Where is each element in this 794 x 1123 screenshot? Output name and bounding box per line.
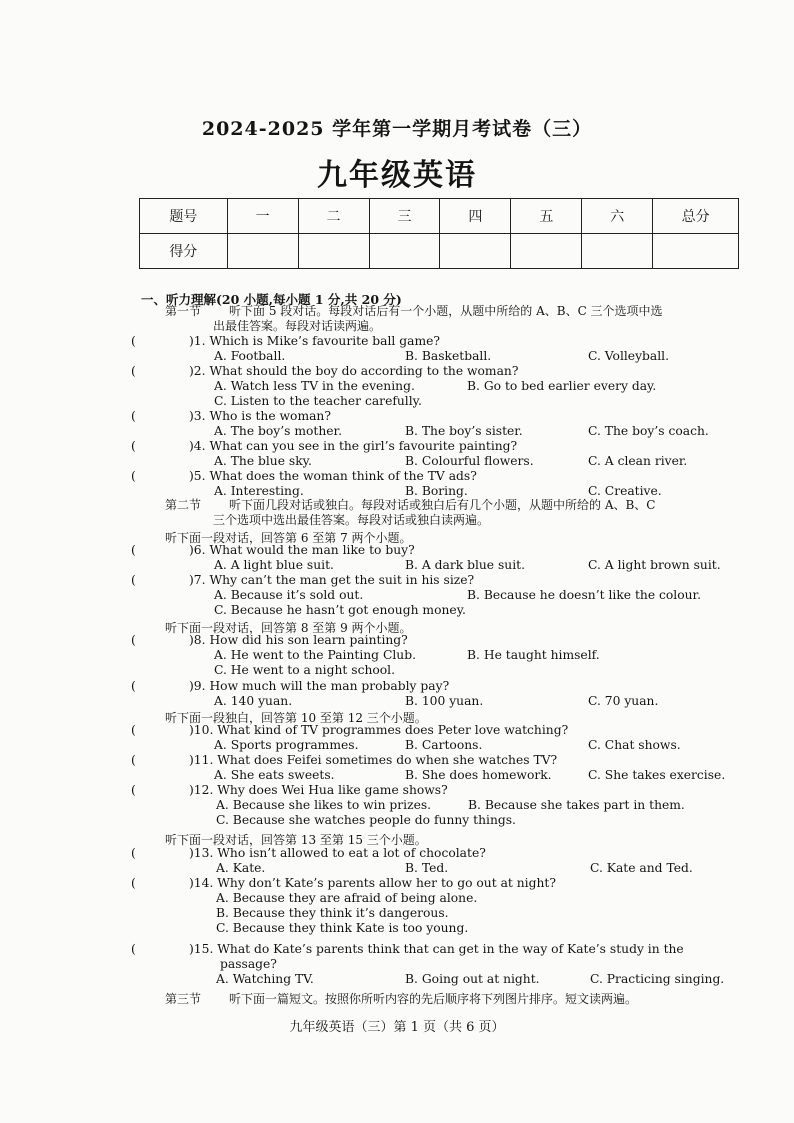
option-b: B. Cartoons. bbox=[405, 738, 483, 752]
answer-blank[interactable]: ( bbox=[131, 469, 136, 483]
question-stem: )11. What does Feifei sometimes do when she watches TV? bbox=[189, 753, 558, 767]
question-stem: )8. How did his son learn painting? bbox=[189, 633, 408, 647]
score-cell: 二 bbox=[298, 199, 369, 234]
question-stem: )2. What should the boy do according to the woman? bbox=[189, 364, 519, 378]
answer-blank[interactable]: ( bbox=[131, 439, 136, 453]
score-row-label: 得分 bbox=[140, 234, 228, 269]
part-name: 第二节 bbox=[165, 498, 202, 512]
option-c: C. Because he hasn’t got enough money. bbox=[214, 603, 466, 617]
option-b: B. 100 yuan. bbox=[405, 694, 484, 708]
score-cell: 五 bbox=[511, 199, 582, 234]
score-blank[interactable] bbox=[653, 234, 739, 269]
option-c: C. The boy’s coach. bbox=[588, 424, 709, 438]
option-a: A. Watch less TV in the evening. bbox=[214, 379, 415, 393]
option-a: A. Interesting. bbox=[214, 484, 304, 498]
score-table bbox=[139, 198, 739, 269]
score-blank[interactable] bbox=[227, 234, 298, 269]
part-name: 第一节 bbox=[165, 304, 202, 318]
question-stem: )1. Which is Mike’s favourite ball game? bbox=[189, 334, 440, 348]
option-c: C. 70 yuan. bbox=[588, 694, 659, 708]
option-c: C. She takes exercise. bbox=[588, 768, 726, 782]
option-a: A. The blue sky. bbox=[214, 454, 312, 468]
question-stem: )7. Why can’t the man get the suit in his size? bbox=[189, 573, 475, 587]
question-stem: )6. What would the man like to buy? bbox=[189, 543, 415, 557]
option-b: B. Basketball. bbox=[405, 349, 492, 363]
part3-instructions: 第三节 听下面一篇短文。按照你所听内容的先后顺序将下列图片排序。短文读两遍。 bbox=[165, 992, 638, 1006]
option-b: B. Going out at night. bbox=[405, 972, 540, 986]
answer-blank[interactable]: ( bbox=[131, 573, 136, 587]
option-c: C. He went to a night school. bbox=[214, 663, 396, 677]
option-b: B. Because they think it’s dangerous. bbox=[216, 906, 449, 920]
option-c: C. A light brown suit. bbox=[588, 558, 721, 572]
answer-blank[interactable]: ( bbox=[131, 846, 136, 860]
option-c: C. Creative. bbox=[588, 484, 662, 498]
answer-blank[interactable]: ( bbox=[131, 876, 136, 890]
score-cell: 总分 bbox=[653, 199, 739, 234]
question-stem: )5. What does the woman think of the TV ads? bbox=[189, 469, 477, 483]
part2-instructions: 第二节 听下面几段对话或独白。每段对话或独白后有几个小题，从题中所给的 A、B、C 三个选项中选出最佳答案。每段对话或独白读两遍。 bbox=[165, 498, 656, 527]
answer-blank[interactable]: ( bbox=[131, 364, 136, 378]
option-b: B. He taught himself. bbox=[467, 648, 600, 662]
part-name: 第三节 bbox=[165, 992, 202, 1006]
score-table-header-row bbox=[140, 199, 739, 234]
option-b: B. Go to bed earlier every day. bbox=[467, 379, 657, 393]
score-cell: 三 bbox=[369, 199, 440, 234]
score-blank[interactable] bbox=[582, 234, 653, 269]
question-stem: )12. Why does Wei Hua like game shows? bbox=[189, 783, 448, 797]
option-b: B. Because she takes part in them. bbox=[468, 798, 685, 812]
part1-instructions: 第一节 听下面 5 段对话。每段对话后有一个小题，从题中所给的 A、B、C 三个选项中选 出最佳答案。每段对话读两遍。 bbox=[165, 304, 663, 333]
score-cell: 四 bbox=[440, 199, 511, 234]
answer-blank[interactable]: ( bbox=[131, 334, 136, 348]
question-stem-continued: passage? bbox=[220, 957, 277, 971]
option-a: A. Kate. bbox=[216, 861, 266, 875]
answer-blank[interactable]: ( bbox=[131, 633, 136, 647]
option-a: A. Football. bbox=[214, 349, 286, 363]
option-a: A. Because it’s sold out. bbox=[214, 588, 364, 602]
option-c: C. Because they think Kate is too young. bbox=[216, 921, 469, 935]
dialogue-lead: 听下面一段对话，回答第 13 至第 15 三个小题。 bbox=[165, 833, 427, 847]
question-stem: )9. How much will the man probably pay? bbox=[189, 679, 450, 693]
option-a: A. Because they are afraid of being alone. bbox=[216, 891, 478, 905]
monologue-lead: 听下面一段独白，回答第 10 至第 12 三个小题。 bbox=[165, 711, 427, 725]
option-c: C. Listen to the teacher carefully. bbox=[214, 394, 422, 408]
answer-blank[interactable]: ( bbox=[131, 723, 136, 737]
option-c: C. Volleyball. bbox=[588, 349, 670, 363]
option-c: C. Practicing singing. bbox=[590, 972, 725, 986]
option-a: A. Watching TV. bbox=[216, 972, 314, 986]
question-stem: )10. What kind of TV programmes does Peter love watching? bbox=[189, 723, 569, 737]
question-stem: )3. Who is the woman? bbox=[189, 409, 331, 423]
answer-blank[interactable]: ( bbox=[131, 679, 136, 693]
option-b: B. A dark blue suit. bbox=[405, 558, 526, 572]
option-b: B. Ted. bbox=[405, 861, 449, 875]
score-table-score-row bbox=[140, 234, 739, 269]
dialogue-lead: 听下面一段对话，回答第 8 至第 9 两个小题。 bbox=[165, 621, 412, 635]
option-b: B. The boy’s sister. bbox=[405, 424, 523, 438]
answer-blank[interactable]: ( bbox=[131, 409, 136, 423]
page-footer: 九年级英语（三）第 1 页（共 6 页） bbox=[289, 1020, 505, 1035]
answer-blank[interactable]: ( bbox=[131, 543, 136, 557]
answer-blank[interactable]: ( bbox=[131, 783, 136, 797]
option-c: C. Because she watches people do funny things. bbox=[216, 813, 516, 827]
option-a: A. Because she likes to win prizes. bbox=[216, 798, 432, 812]
dialogue-lead: 听下面一段对话，回答第 6 至第 7 两个小题。 bbox=[165, 531, 412, 545]
option-a: A. He went to the Painting Club. bbox=[214, 648, 417, 662]
option-b: B. Colourful flowers. bbox=[405, 454, 534, 468]
answer-blank[interactable]: ( bbox=[131, 942, 136, 956]
exam-subject-title: 九年级英语 bbox=[317, 158, 477, 193]
exam-title: 2024-2025 学年第一学期月考试卷（三） bbox=[201, 118, 593, 140]
question-stem: )14. Why don’t Kate’s parents allow her to go out at night? bbox=[189, 876, 556, 890]
option-a: A. A light blue suit. bbox=[214, 558, 334, 572]
score-cell: 六 bbox=[582, 199, 653, 234]
answer-blank[interactable]: ( bbox=[131, 753, 136, 767]
score-blank[interactable] bbox=[298, 234, 369, 269]
question-stem: )13. Who isn’t allowed to eat a lot of chocolate? bbox=[189, 846, 486, 860]
option-a: A. 140 yuan. bbox=[214, 694, 293, 708]
option-c: C. Chat shows. bbox=[588, 738, 681, 752]
option-c: C. Kate and Ted. bbox=[590, 861, 693, 875]
option-b: B. She does homework. bbox=[405, 768, 552, 782]
option-a: A. She eats sweets. bbox=[214, 768, 335, 782]
option-b: B. Boring. bbox=[405, 484, 468, 498]
score-cell: 题号 bbox=[140, 199, 228, 234]
question-stem: )4. What can you see in the girl’s favourite painting? bbox=[189, 439, 518, 453]
option-a: A. The boy’s mother. bbox=[214, 424, 342, 438]
score-blank[interactable] bbox=[440, 234, 511, 269]
score-blank[interactable] bbox=[369, 234, 440, 269]
option-c: C. A clean river. bbox=[588, 454, 688, 468]
option-a: A. Sports programmes. bbox=[214, 738, 359, 752]
option-b: B. Because he doesn’t like the colour. bbox=[467, 588, 701, 602]
question-stem: )15. What do Kate’s parents think that can get in the way of Kate’s study in the bbox=[189, 942, 684, 956]
section-heading: 一、听力理解(20 小题,每小题 1 分,共 20 分) bbox=[141, 292, 402, 307]
score-cell: 一 bbox=[227, 199, 298, 234]
score-blank[interactable] bbox=[511, 234, 582, 269]
